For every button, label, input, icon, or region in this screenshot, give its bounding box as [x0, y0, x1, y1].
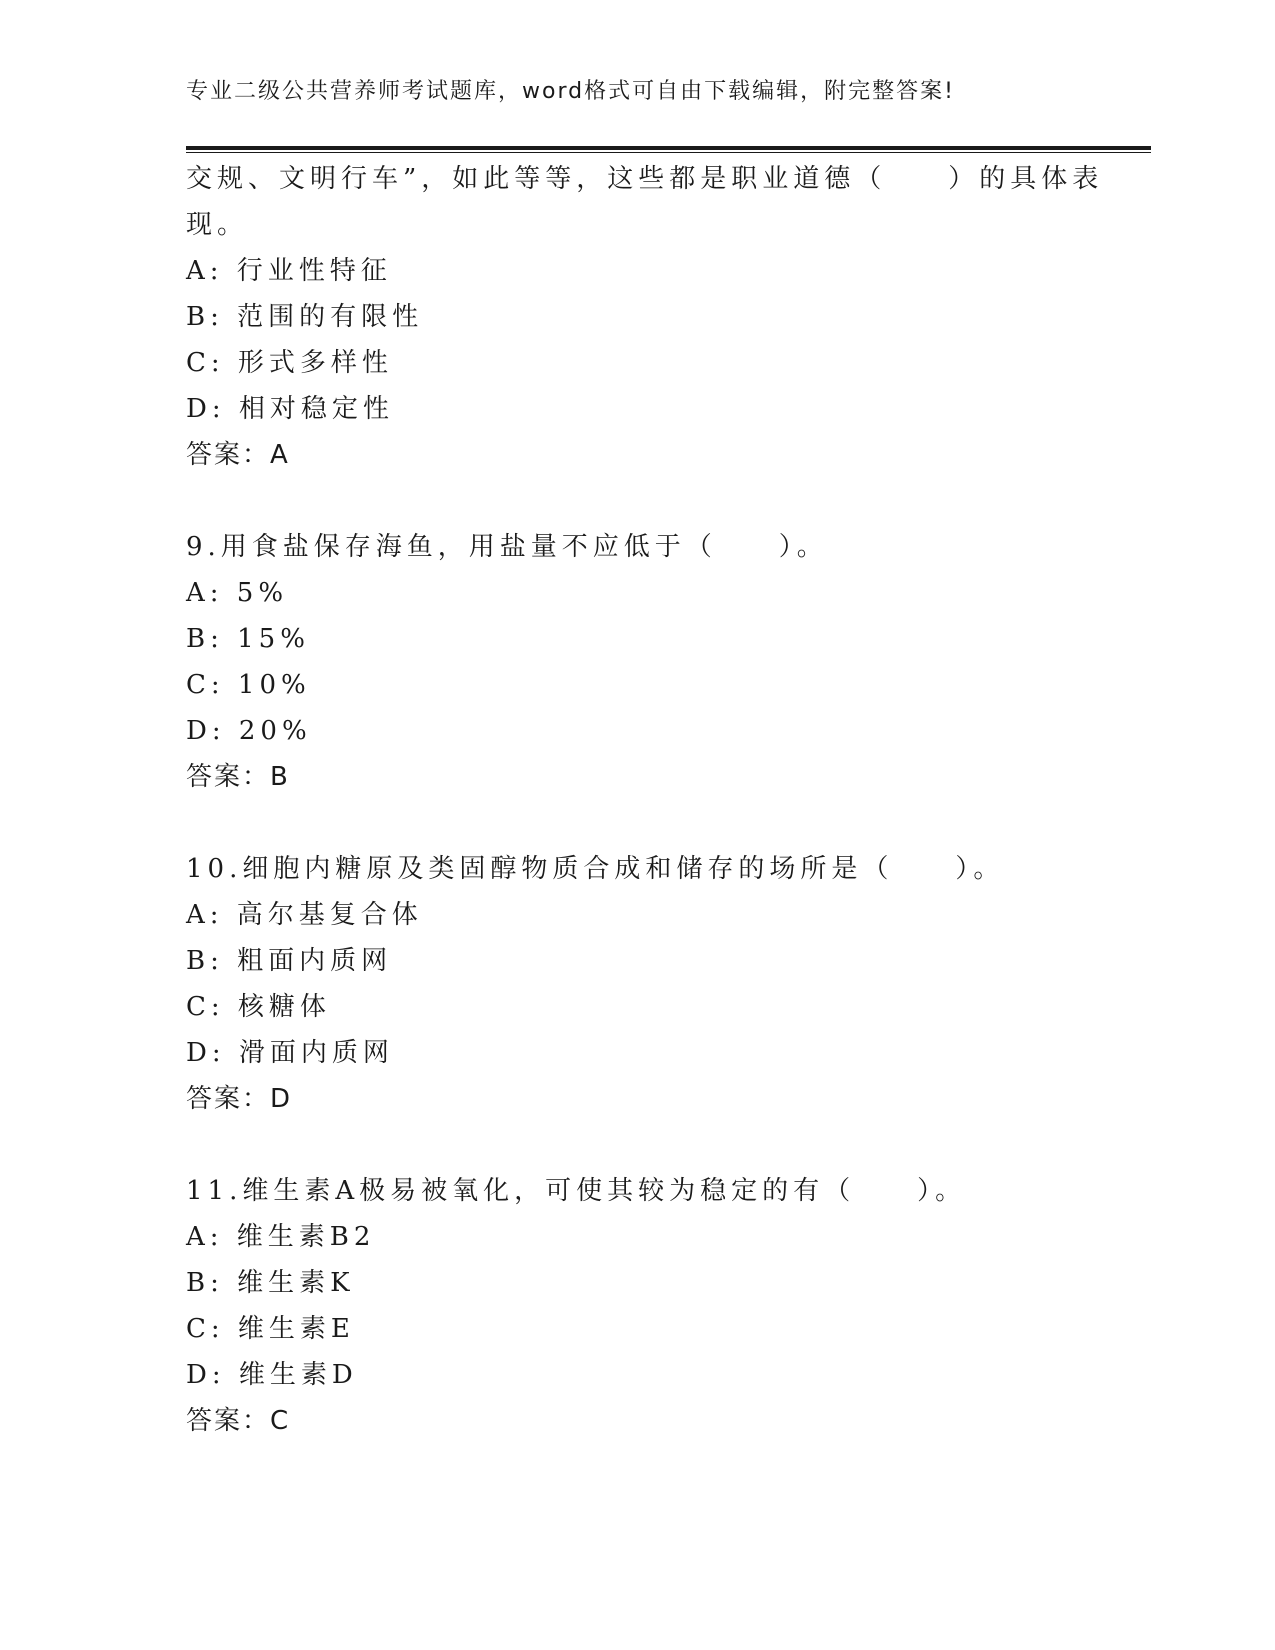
option-d: D: 维生素D [186, 1360, 358, 1390]
answer-line: 答案：B [186, 762, 290, 792]
option-d: D: 相对稳定性 [186, 394, 394, 424]
question-content [186, 156, 1104, 1444]
option-c: C: 维生素E [186, 1314, 355, 1344]
question-block-continued [186, 156, 1104, 478]
option-d: D: 20% [186, 716, 312, 746]
option-a: A: 维生素B2 [186, 1222, 376, 1252]
header-rule-thin [186, 152, 1151, 153]
question-stem: 11.维生素A极易被氧化，可使其较为稳定的有（ ）。 [186, 1176, 967, 1206]
question-block-10 [186, 846, 1056, 1122]
question-stem-line: 交规、文明行车”，如此等等，这些都是职业道德（ ）的具体表 [186, 164, 1104, 194]
answer-line: 答案：C [186, 1406, 291, 1436]
question-stem: 10.细胞内糖原及类固醇物质合成和储存的场所是（ ）。 [186, 854, 1005, 884]
question-stem-line: 现。 [186, 210, 249, 240]
option-a: A: 高尔基复合体 [186, 900, 423, 930]
option-b: B: 维生素K [186, 1268, 355, 1298]
option-d: D: 滑面内质网 [186, 1038, 394, 1068]
page-header: 专业二级公共营养师考试题库，word格式可自由下载编辑，附完整答案! [186, 79, 955, 104]
option-a: A: 行业性特征 [186, 256, 392, 286]
option-c: C: 形式多样性 [186, 348, 393, 378]
option-b: B: 范围的有限性 [186, 302, 424, 332]
option-a: A: 5% [186, 578, 289, 608]
header-rule [186, 146, 1151, 150]
question-block-9 [186, 524, 1056, 800]
option-c: C: 10% [186, 670, 311, 700]
question-stem: 9.用食盐保存海鱼，用盐量不应低于（ ）。 [186, 532, 828, 562]
option-c: C: 核糖体 [186, 992, 331, 1022]
answer-line: 答案：A [186, 440, 290, 470]
answer-line: 答案：D [186, 1084, 293, 1114]
question-block-11 [186, 1168, 1056, 1444]
option-b: B: 15% [186, 624, 310, 654]
option-b: B: 粗面内质网 [186, 946, 393, 976]
